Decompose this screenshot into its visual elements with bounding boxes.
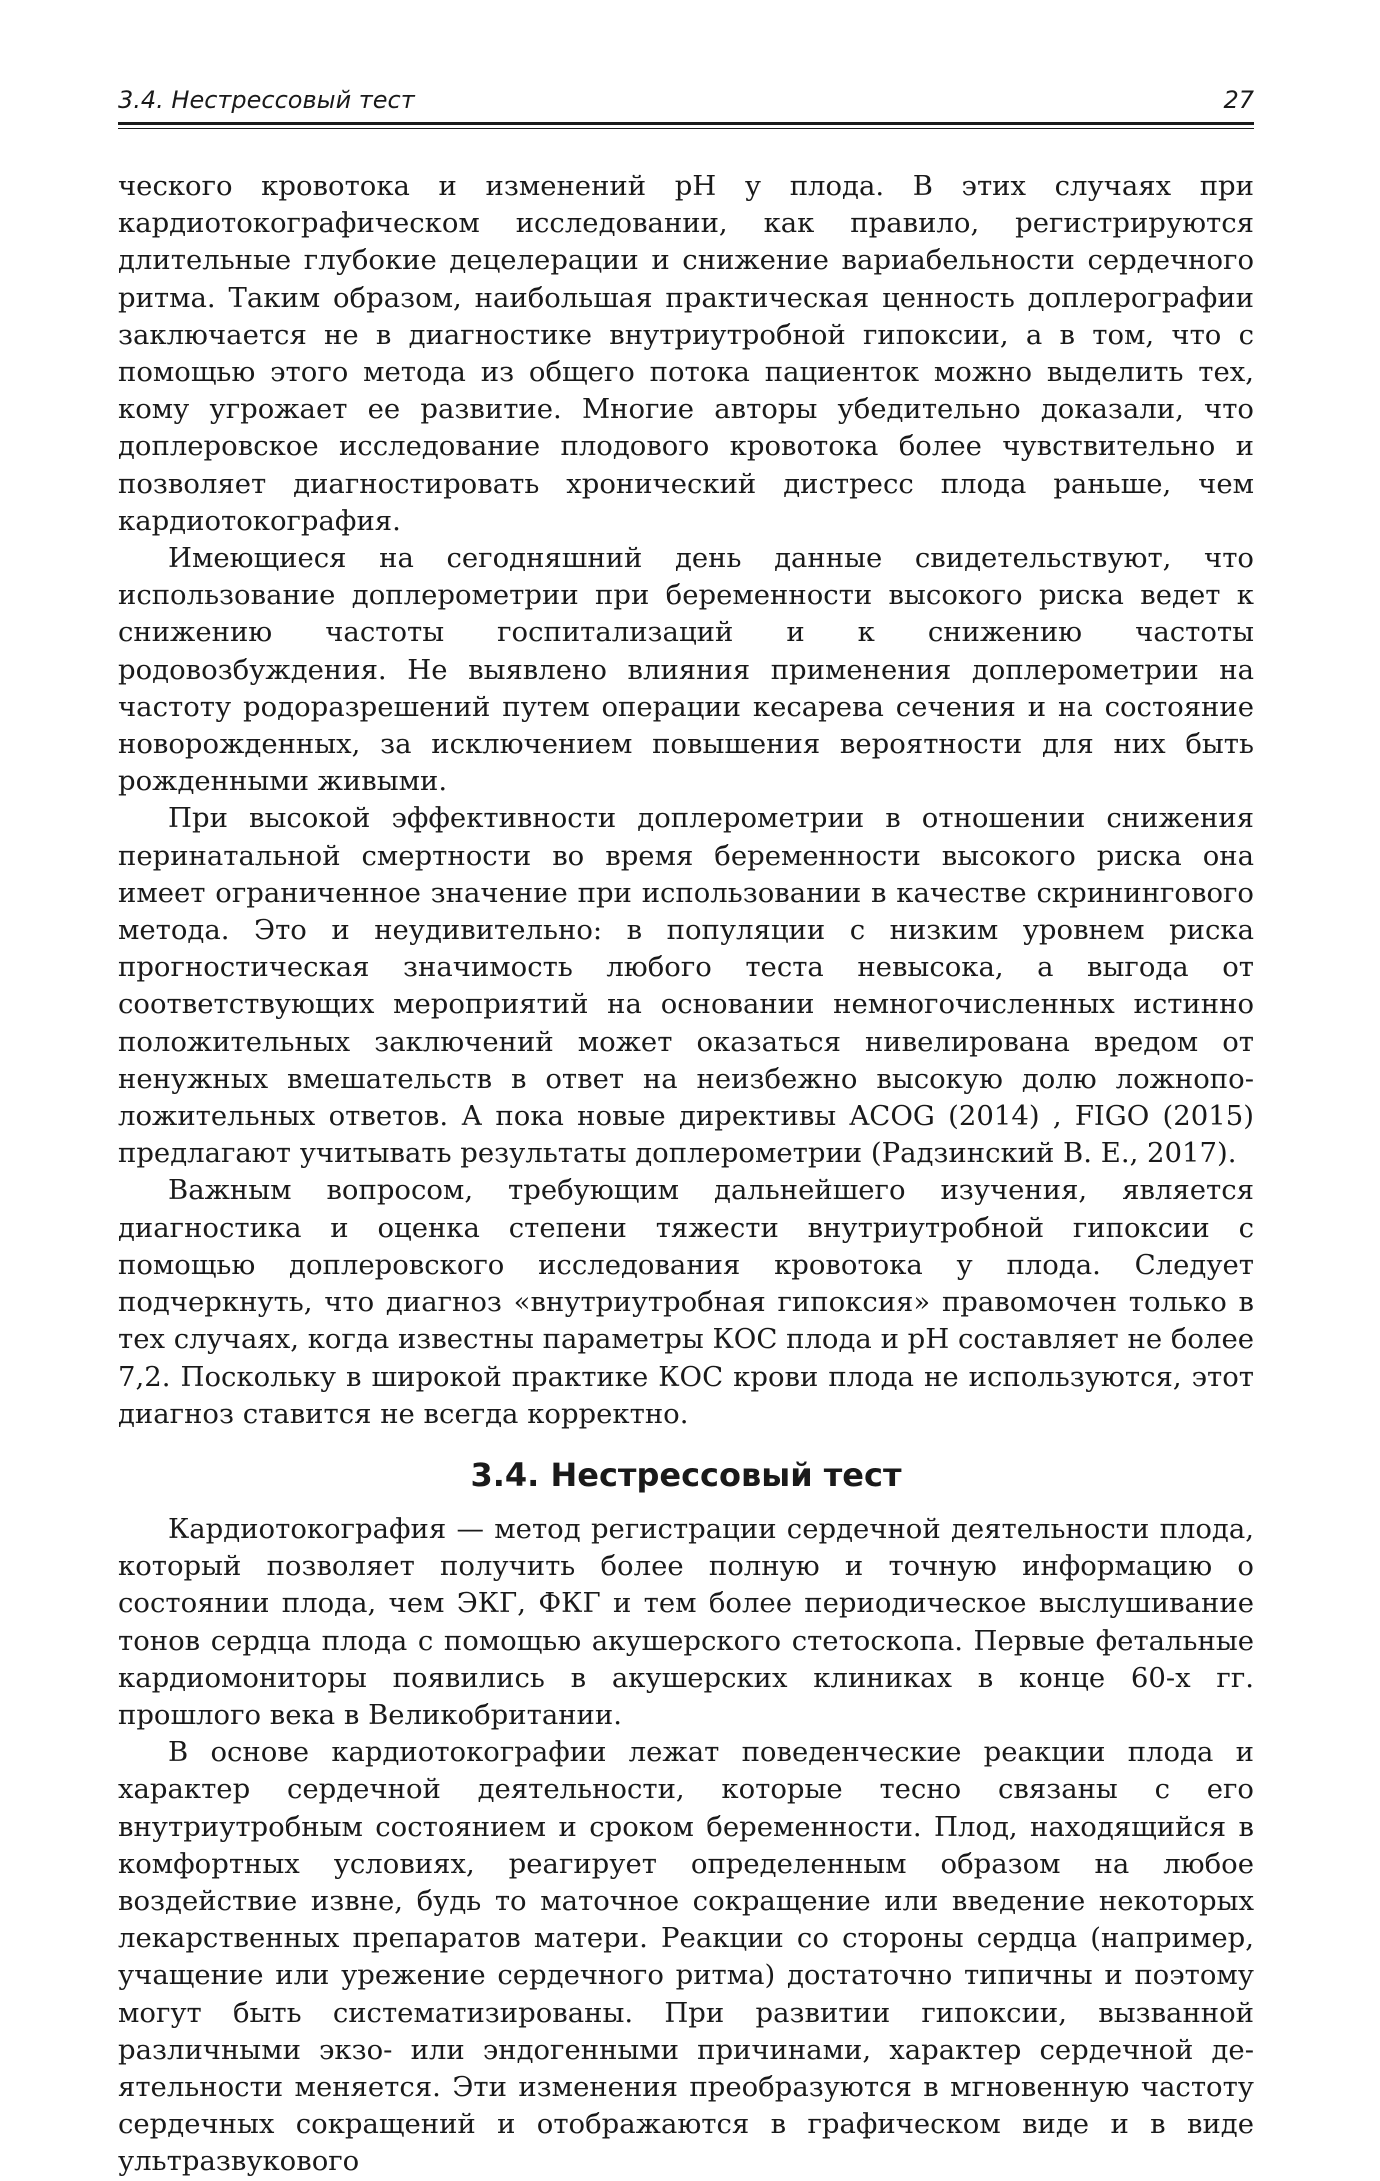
paragraph: В основе кардиотокографии лежат поведенческие реакции плода и характер сердечной деятельности, которые тесно связаны с его внутриутробным состоянием и сроком беременности. Плод, находящийся в комфортных условиях, реагирует определенным образом на любое воздействие извне, будь то маточное сокращение или введение некоторых лекарственных препаратов матери. Реакции со стороны сердца (например, учащение или урежение сердечного ритма) достаточно типичны и поэтому могут быть систематизированы. При развитии гипоксии, вызванной различными экзо- или эндогенными причинами, характер сердечной деятельности меняется. Эти изменения преобразуются в мгновенную частоту сердечных сокращений и отображаются в графическом виде и в виде ультразвукового bbox=[118, 1736, 1254, 2178]
running-header bbox=[118, 86, 1254, 120]
paragraph: Важным вопросом, требующим дальнейшего изучения, является диагностика и оценка степени тяжести внутриутробной гипоксии с помощью доплеровского исследования кровотока у плода. Следует подчеркнуть, что диагноз «внутриутробная гипоксия» правомочен только в тех случаях, когда известны параметры КОС плода и pH составляет не более 7,2. Поскольку в широкой практике КОС крови плода не используются, этот диагноз ставится не всегда корректно. bbox=[118, 1174, 1254, 1430]
paragraph-continued: ческого кровотока и изменений pH у плода. В этих случаях при кардиотокографическом исследовании, как правило, регистрируются длительные глубокие децелерации и снижение вариабельности сердечного ритма. Таким образом, наибольшая практическая ценность доплерографии заключается не в диагностике внутриутробной гипоксии, а в том, что с помощью этого метода из общего потока пациенток можно выделить тех, кому угрожает ее развитие. Многие авторы убедительно доказали, что доплеровское исследование плодового кровотока более чувствительно и позволяет диагностировать хронический дистресс плода раньше, чем кардиотокография. bbox=[118, 170, 1254, 537]
running-title: 3.4. Нестрессовый тест bbox=[118, 86, 415, 114]
page-number: 27 bbox=[1223, 86, 1254, 114]
header-rule-thin bbox=[118, 128, 1254, 129]
paragraph: Имеющиеся на сегодняшний день данные свидетельствуют, что использование доплерометрии при беременности высокого риска ведет к снижению частоты госпитализаций и к снижению частоты родовозбуждения. Не выявлено влияния применения доплерометрии на частоту родоразрешений путем операции кесарева сечения и на состояние новорожденных, за исключением повышения вероятности для них быть рожденными живыми. bbox=[118, 542, 1254, 798]
paragraph: Кардиотокография — метод регистрации сердечной деятельности плода, который позволяет получить более полную и точную информацию о состоянии плода, чем ЭКГ, ФКГ и тем более периодическое выслушивание тонов сердца плода с помощью акушерского стетоскопа. Первые фетальные кардиомониторы появились в акушерских клиниках в конце 60-х гг. прошлого века в Великобритании. bbox=[118, 1512, 1254, 1731]
page-body bbox=[118, 168, 1254, 2181]
paragraph: При высокой эффективности доплерометрии в отношении снижения перинатальной смертности во время беременности высокого риска она имеет ограниченное значение при использовании в качестве скринингового метода. Это и неудивительно: в популяции с низким уровнем риска прогностическая значимость любого теста невысока, а выгода от соответствующих мероприятий на основании немногочисленных истинно положительных заключений может оказаться нивелирована вредом от ненужных вмешательств в ответ на неизбежно высокую долю ложноположительных ответов. А пока новые директивы ACOG (2014) , FIGO (2015) предлагают учитывать результаты доплерометрии (Радзинский В. Е., 2017). bbox=[118, 802, 1254, 1170]
section-heading: 3.4. Нестрессовый тест bbox=[470, 1455, 902, 1494]
header-rule bbox=[118, 122, 1254, 125]
